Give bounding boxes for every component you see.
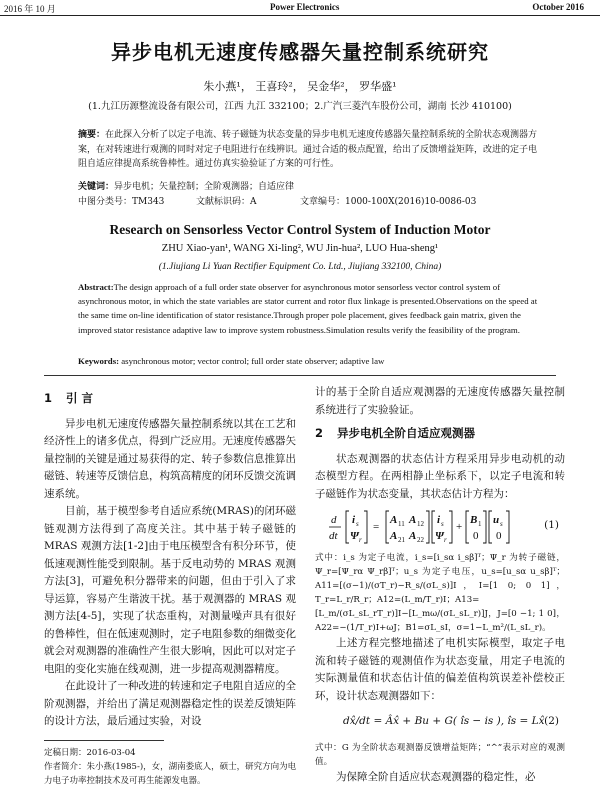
svg-text:22: 22 xyxy=(417,536,424,544)
keywords-cn-label: 关键词： xyxy=(78,182,115,192)
equation-2-notes: 式中：G 为全阶状态观测器反馈增益矩阵；“^”表示对应的观测值。 xyxy=(315,743,565,767)
svg-text:0: 0 xyxy=(473,530,479,542)
keywords-en-label: Keywords: xyxy=(78,356,120,366)
svg-text:r: r xyxy=(444,536,447,544)
svg-text:A: A xyxy=(390,530,398,542)
left-column xyxy=(44,384,296,731)
svg-text:i: i xyxy=(352,514,356,526)
running-header xyxy=(0,0,600,16)
intro-continuation: 计的基于全阶自适应观测器的无速度传感器矢量控制系统进行了实验验证。 xyxy=(315,386,565,416)
section-1-number: 1 xyxy=(44,391,53,405)
svg-text:r: r xyxy=(359,536,362,544)
svg-text:d: d xyxy=(331,514,337,526)
authors-cn: 朱小燕¹， 王喜玲²， 吴金华²， 罗华盛¹ xyxy=(203,80,397,93)
section-2-paragraph: 上述方程完整地描述了电机实际模型，取定子电流和转子磁链的观测值作为状态变量，用定子电流的实际测量值和状态估计值的偏差值构筑误差补偿校正环，设计状态观测器如下： xyxy=(315,637,565,702)
equation-2-number: (2) xyxy=(544,715,559,727)
svg-text:+: + xyxy=(456,521,463,533)
received-date: 定稿日期：2016-03-04 xyxy=(44,748,136,758)
svg-text:Ψ: Ψ xyxy=(435,530,444,542)
abstract-en xyxy=(78,280,548,337)
header-journal: Power Electronics xyxy=(270,2,340,12)
abstract-divider xyxy=(44,375,556,376)
svg-text:dt: dt xyxy=(329,530,338,542)
footnote xyxy=(44,746,299,788)
doc-code: 文献标识码：A xyxy=(196,197,257,207)
equation-1-formula xyxy=(327,507,537,547)
svg-text:21: 21 xyxy=(398,536,405,544)
author-intro: 作者简介：朱小燕(1985-)，女，湖南娄底人，硕士，研究方向为电力电子功率控制技术及可再生能源发电器。 xyxy=(44,762,297,786)
svg-text:=: = xyxy=(373,521,380,533)
svg-text:A: A xyxy=(409,530,417,542)
affiliation-cn: (1.九江历源整流设备有限公司，江西 九江 332100；2.广汽三菱汽车股份公司，湖南 长沙 410100) xyxy=(88,101,512,112)
abstract-en-text: The design approach of a full order state observer for asynchronous motor sensorless vector control system of asynchronous motor, in which the state variables are stator current and rotor flux linkage is presented.Observations on the speed at the same time on-line identification of stator resistance.Through proper pole placement, gives feedback gain matrix, given the improved stator resistance adaptive law to improve system robustness.Simulation results verify the feasibility of the program. xyxy=(78,282,538,335)
svg-text:A: A xyxy=(390,514,398,526)
section-2-title: 异步电机全阶自适应观测器 xyxy=(337,426,476,440)
section-2-number: 2 xyxy=(315,426,324,440)
header-date-cn: 2016 年 10 月 xyxy=(4,4,56,14)
affiliation-en: (1.Jiujiang Li Yuan Rectifier Equipment Co. Ltd., Jiujiang 332100, China) xyxy=(158,262,442,272)
svg-text:11: 11 xyxy=(398,520,405,528)
equation-1 xyxy=(315,507,565,547)
abstract-cn xyxy=(78,128,538,172)
header-rule xyxy=(0,15,600,16)
section-2-paragraph: 为保障全阶自适应状态观测器的稳定性，必 xyxy=(336,771,536,783)
svg-text:1: 1 xyxy=(478,520,482,528)
footnote-rule xyxy=(44,740,164,741)
equation-2-formula: dx̂/dt = Âx̂ + Bu + G( îs − is ), îs = Lx̂ xyxy=(343,715,545,727)
abstract-cn-text: 在此探入分析了以定子电流、转子磁链为状态变量的异步电机无速度传感器矢量控制系统的全阶状态观测器方案，在对转速进行观测的同时对定子电阻进行在线辨识。通过合适的极点配置，给出了反馈增益矩阵，改进的定子电阻自适应律提高系统鲁棒性。通过仿真实验验证了方案的可行性。 xyxy=(78,130,538,169)
keywords-en-text: asynchronous motor; vector control; full order state observer; adaptive law xyxy=(121,356,385,366)
svg-text:i: i xyxy=(437,514,441,526)
svg-text:u: u xyxy=(493,514,500,526)
equation-2 xyxy=(315,709,565,737)
svg-text:B: B xyxy=(470,514,478,526)
keywords-cn xyxy=(78,179,294,192)
abstract-cn-label: 摘要： xyxy=(78,130,106,140)
article-number: 文章编号：1000-100X(2016)10-0086-03 xyxy=(300,197,477,207)
svg-text:Ψ: Ψ xyxy=(350,530,359,542)
title-cn: 异步电机无速度传感器矢量控制系统研究 xyxy=(111,40,489,64)
svg-text:A: A xyxy=(409,514,417,526)
keywords-en xyxy=(78,356,548,366)
svg-text:0: 0 xyxy=(496,530,502,542)
abstract-en-label: Abstract: xyxy=(78,282,114,292)
title-en: Research on Sensorless Vector Control System of Induction Motor xyxy=(109,222,491,237)
section-1-heading xyxy=(44,390,296,408)
authors-en: ZHU Xiao-yan¹, WANG Xi-ling², WU Jin-hua², LUO Hua-sheng¹ xyxy=(161,243,439,254)
svg-text:s: s xyxy=(441,520,444,528)
section-1-title: 引 言 xyxy=(66,391,94,405)
equation-1-number: (1) xyxy=(544,519,559,531)
svg-text:s: s xyxy=(500,520,503,528)
section-2-paragraph: 状态观测器的状态估计方程采用异步电动机的动态模型方程。在两相静止坐标系下，以定子电流和转子磁链作为状态变量，其状态估计方程为： xyxy=(315,452,565,500)
keywords-cn-text: 异步电机；矢量控制；全阶观测器；自适应律 xyxy=(114,182,295,192)
section-1-paragraph: 异步电机无速度传感器矢量控制系统以其在工艺和经济性上的诸多优点，得到广泛应用。无速度传感器矢量控制的关键是通过易获得的定、转子参数信息推算出磁链、转速等反馈信息，构筑高精度的闭环反馈交流调速系统。 xyxy=(44,417,296,500)
svg-text:s: s xyxy=(356,520,359,528)
svg-text:12: 12 xyxy=(417,520,424,528)
section-1-paragraph: 目前，基于模型参考自适应系统(MRAS)的闭环磁链观测方法得到了高度关注。其中基于转子磁链的 MRAS 观测方法[1-2]由于电压模型含有积分环节，使低速观测性能受到限制。基于反电动势的 MRAS 观测方法[3]，可避免积分器带来的问题，但由于引入了求导运算，容易产生谐波干扰。基于观测器的 MRAS 观测方法[4-5]，实现了状态重构，对测量噪声具有很好的鲁棒性，但在低速观测时，定子电阻参数的细微变化就会对观测器的准确性产生很大影响，因此可以对定子电阻的变化实施在线观测，进一步提高观测器精度。 xyxy=(44,505,296,675)
right-column xyxy=(315,384,565,787)
section-2-heading xyxy=(315,425,565,443)
clc-number: 中图分类号：TM343 xyxy=(78,197,165,207)
header-date-en: October 2016 xyxy=(532,2,584,12)
equation-1-notes: 式中：i_s 为定子电流，i_s=[i_sα i_sβ]ᵀ；Ψ_r 为转子磁链，Ψ_r=[Ψ_rα Ψ_rβ]ᵀ；u_s 为定子电压，u_s=[u_sα u_sβ]ᵀ；A11=[(σ−1)/(σT_r)−R_s/(σL_s)]I，I=[1 0; 0 1]，T_r=L_r/R_r；A12=(L_m/T_r)I；A13=[L_m/(σL_sL_rT_r)]I−[L_mω/(σL_sL_r)]J，J=[0 −1; 1 0]，A22=−(1/T_r)I+ωJ；B1=σL_sI，σ=1−L_m²/(L_sL_r)。 xyxy=(315,553,565,633)
section-1-paragraph: 在此设计了一种改进的转速和定子电阻自适应的全阶观测器，并给出了满足观测器稳定性的误差反馈矩阵的设计方法，最后通过实验，对设 xyxy=(44,680,296,727)
